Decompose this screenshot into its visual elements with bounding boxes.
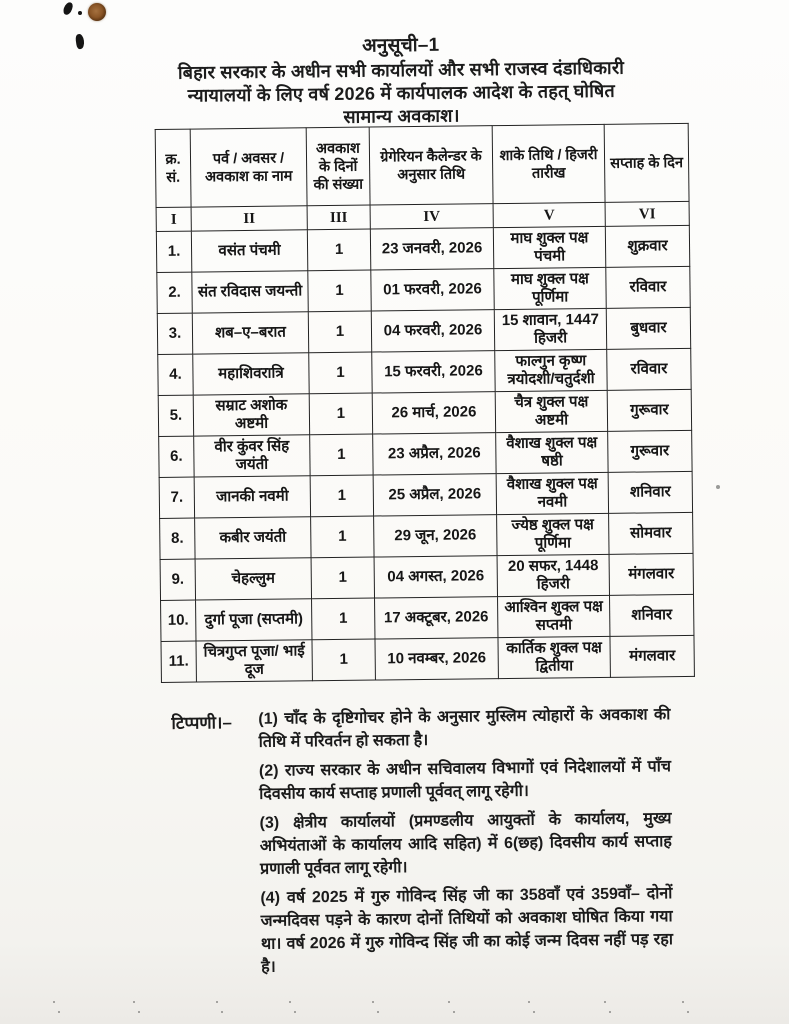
cell-weekday: गुरूवार	[607, 389, 691, 431]
cell-sn: 4.	[158, 354, 193, 395]
cell-tithi: माघ शुक्ल पक्ष पंचमी	[493, 226, 605, 268]
cell-date: 15 फरवरी, 2026	[372, 351, 495, 393]
cell-name: सम्राट अशोक अष्टमी	[193, 394, 309, 436]
cell-name: महाशिवरात्रि	[193, 353, 309, 395]
cell-date: 29 जून, 2026	[374, 515, 497, 557]
column-header: सप्ताह के दिन	[604, 123, 689, 202]
cell-tithi: चैत्र शुक्ल पक्ष अष्टमी	[495, 390, 607, 432]
column-header: ग्रेगेरियन कैलेन्डर के अनुसार तिथि	[369, 126, 493, 205]
title-line: बिहार सरकार के अधीन सभी कार्यालयों और सभी राजस्व दंडाधिकारी	[177, 57, 625, 83]
cell-date: 01 फरवरी, 2026	[371, 269, 494, 311]
cell-name: कबीर जयंती	[195, 517, 311, 559]
cell-days: 1	[310, 434, 373, 476]
cell-date: 23 अप्रैल, 2026	[373, 433, 496, 475]
cell-name: जानकी नवमी	[194, 476, 310, 518]
column-header: शाके तिथि / हिजरी तारीख	[492, 124, 605, 203]
cell-days: 1	[310, 475, 373, 517]
cell-weekday: सोमवार	[609, 512, 693, 554]
cell-date: 25 अप्रैल, 2026	[373, 474, 496, 516]
cell-days: 1	[308, 270, 371, 312]
cell-date: 10 नवम्बर, 2026	[375, 638, 498, 680]
cell-weekday: मंगलवार	[609, 553, 693, 595]
notes-label: टिप्पणी।–	[171, 713, 232, 733]
cell-weekday: मंगलवार	[610, 635, 694, 677]
cell-sn: 6.	[159, 436, 194, 477]
cell-sn: 1.	[156, 231, 191, 272]
cell-weekday: शनिवार	[608, 471, 692, 513]
cell-tithi: ज्येष्ठ शुक्ल पक्ष पूर्णिमा	[497, 513, 609, 555]
cell-days: 1	[307, 229, 370, 271]
cell-days: 1	[311, 557, 374, 599]
column-numeral: III	[307, 205, 370, 230]
cell-tithi: 20 सफर, 1448 हिजरी	[497, 554, 609, 596]
table-row	[159, 471, 692, 518]
cell-weekday: गुरूवार	[608, 430, 692, 472]
cell-tithi: वैशाख शुक्ल पक्ष षष्ठी	[496, 431, 608, 473]
cell-sn: 3.	[157, 313, 192, 354]
cell-tithi: आश्विन शुक्ल पक्ष सप्तमी	[498, 595, 610, 637]
cell-date: 23 जनवरी, 2026	[370, 228, 493, 270]
cell-sn: 7.	[159, 477, 194, 518]
note-item: (3) क्षेत्रीय कार्यालयों (प्रमण्डलीय आयुक्तों के कार्यालय, मुख्य अभियंताओं के कार्यालय आदि सहित) में 6(छह) दिवसीय कार्य सप्ताह प्रणाली पूर्ववत लागू रहेगी।	[259, 810, 672, 878]
cell-name: दुर्गा पूजा (सप्तमी)	[196, 599, 312, 641]
table-row	[157, 307, 690, 354]
column-numeral: II	[191, 206, 307, 231]
cell-weekday: रविवार	[606, 266, 690, 308]
cell-date: 04 अगस्त, 2026	[374, 556, 497, 598]
column-header: क्र. सं.	[155, 129, 191, 207]
cell-name: संत रविदास जयन्ती	[192, 271, 308, 313]
document-title	[101, 31, 702, 132]
cell-sn: 9.	[160, 559, 195, 600]
table-row	[158, 348, 691, 395]
holiday-table	[155, 123, 695, 683]
cell-date: 17 अक्टूबर, 2026	[375, 597, 498, 639]
cell-days: 1	[309, 393, 372, 435]
cell-weekday: शनिवार	[610, 594, 694, 636]
cell-days: 1	[311, 516, 374, 558]
cell-weekday: शुक्रवार	[605, 225, 689, 267]
table-row	[161, 635, 694, 682]
cell-sn: 2.	[157, 272, 192, 313]
schedule-heading: अनुसूची–1	[362, 34, 440, 57]
title-line: सामान्य अवकाश।	[343, 105, 460, 127]
table-header-row	[155, 123, 689, 207]
cell-date: 04 फरवरी, 2026	[371, 310, 494, 352]
table-row	[156, 225, 689, 272]
table-body	[156, 225, 694, 682]
cell-tithi: कार्तिक शुक्ल पक्ष द्वितीया	[498, 636, 610, 678]
column-numeral: I	[156, 207, 191, 231]
cell-days: 1	[312, 598, 375, 640]
column-numeral: IV	[370, 204, 493, 229]
note-item: (1) चाँद के दृष्टिगोचर होने के अनुसार मुस्लिम त्योहारों के अवकाश की तिथि में परिवर्तन हो सकता है।	[258, 706, 671, 751]
table-row	[160, 553, 693, 600]
cell-sn: 11.	[161, 641, 196, 682]
column-numeral: VI	[605, 201, 689, 226]
cell-tithi: 15 शावान, 1447 हिजरी	[494, 308, 606, 350]
cell-name: वसंत पंचमी	[191, 230, 307, 272]
cell-sn: 5.	[158, 395, 193, 436]
column-header: अवकाश के दिनों की संख्या	[306, 127, 370, 206]
cell-weekday: रविवार	[607, 348, 691, 390]
table-row	[159, 430, 692, 477]
cell-tithi: माघ शुक्ल पक्ष पूर्णिमा	[494, 267, 606, 309]
cell-sn: 10.	[161, 600, 196, 641]
cell-sn: 8.	[160, 518, 195, 559]
table-row	[160, 512, 693, 559]
cell-name: शब–ए–बरात	[192, 312, 308, 354]
cell-days: 1	[312, 639, 375, 681]
title-line: न्यायालयों के लिए वर्ष 2026 में कार्यपालक आदेश के तहत् घोषित	[187, 80, 616, 106]
table-row	[158, 389, 691, 436]
cell-days: 1	[309, 352, 372, 394]
cell-days: 1	[308, 311, 371, 353]
cell-tithi: फाल्गुन कृष्ण त्रयोदशी/चतुर्दशी	[495, 349, 607, 391]
cell-name: चेहल्लुम	[195, 558, 311, 600]
notes-list	[258, 703, 673, 979]
cell-weekday: बुधवार	[606, 307, 690, 349]
table-row	[161, 594, 694, 641]
note-item: (2) राज्य सरकार के अधीन सचिवालय विभागों एवं निदेशालयों में पाँच दिवसीय कार्य सप्ताह प्रणाली पूर्ववत् लागू रहेगी।	[258, 758, 672, 803]
column-header: पर्व / अवसर / अवकाश का नाम	[190, 128, 307, 207]
cell-name: वीर कुंवर सिंह जयंती	[194, 435, 310, 477]
notes-section	[171, 703, 674, 986]
table-row	[157, 266, 690, 313]
cell-name: चित्रगुप्त पूजा/ भाई दूज	[196, 640, 312, 682]
cell-date: 26 मार्च, 2026	[372, 392, 495, 434]
column-numeral: V	[493, 202, 605, 227]
cell-tithi: वैशाख शुक्ल पक्ष नवमी	[496, 472, 608, 514]
note-item: (4) वर्ष 2025 में गुरु गोविन्द सिंह जी का 358वाँ एवं 359वाँ– दोनों जन्मदिवस पड़ने के कारण दोनों तिथियों को अवकाश घोषित किया गया था। वर्ष 2026 में गुरु गोविन्द सिंह जी का कोई जन्म दिवस नहीं पड़ रहा है।	[260, 885, 674, 976]
